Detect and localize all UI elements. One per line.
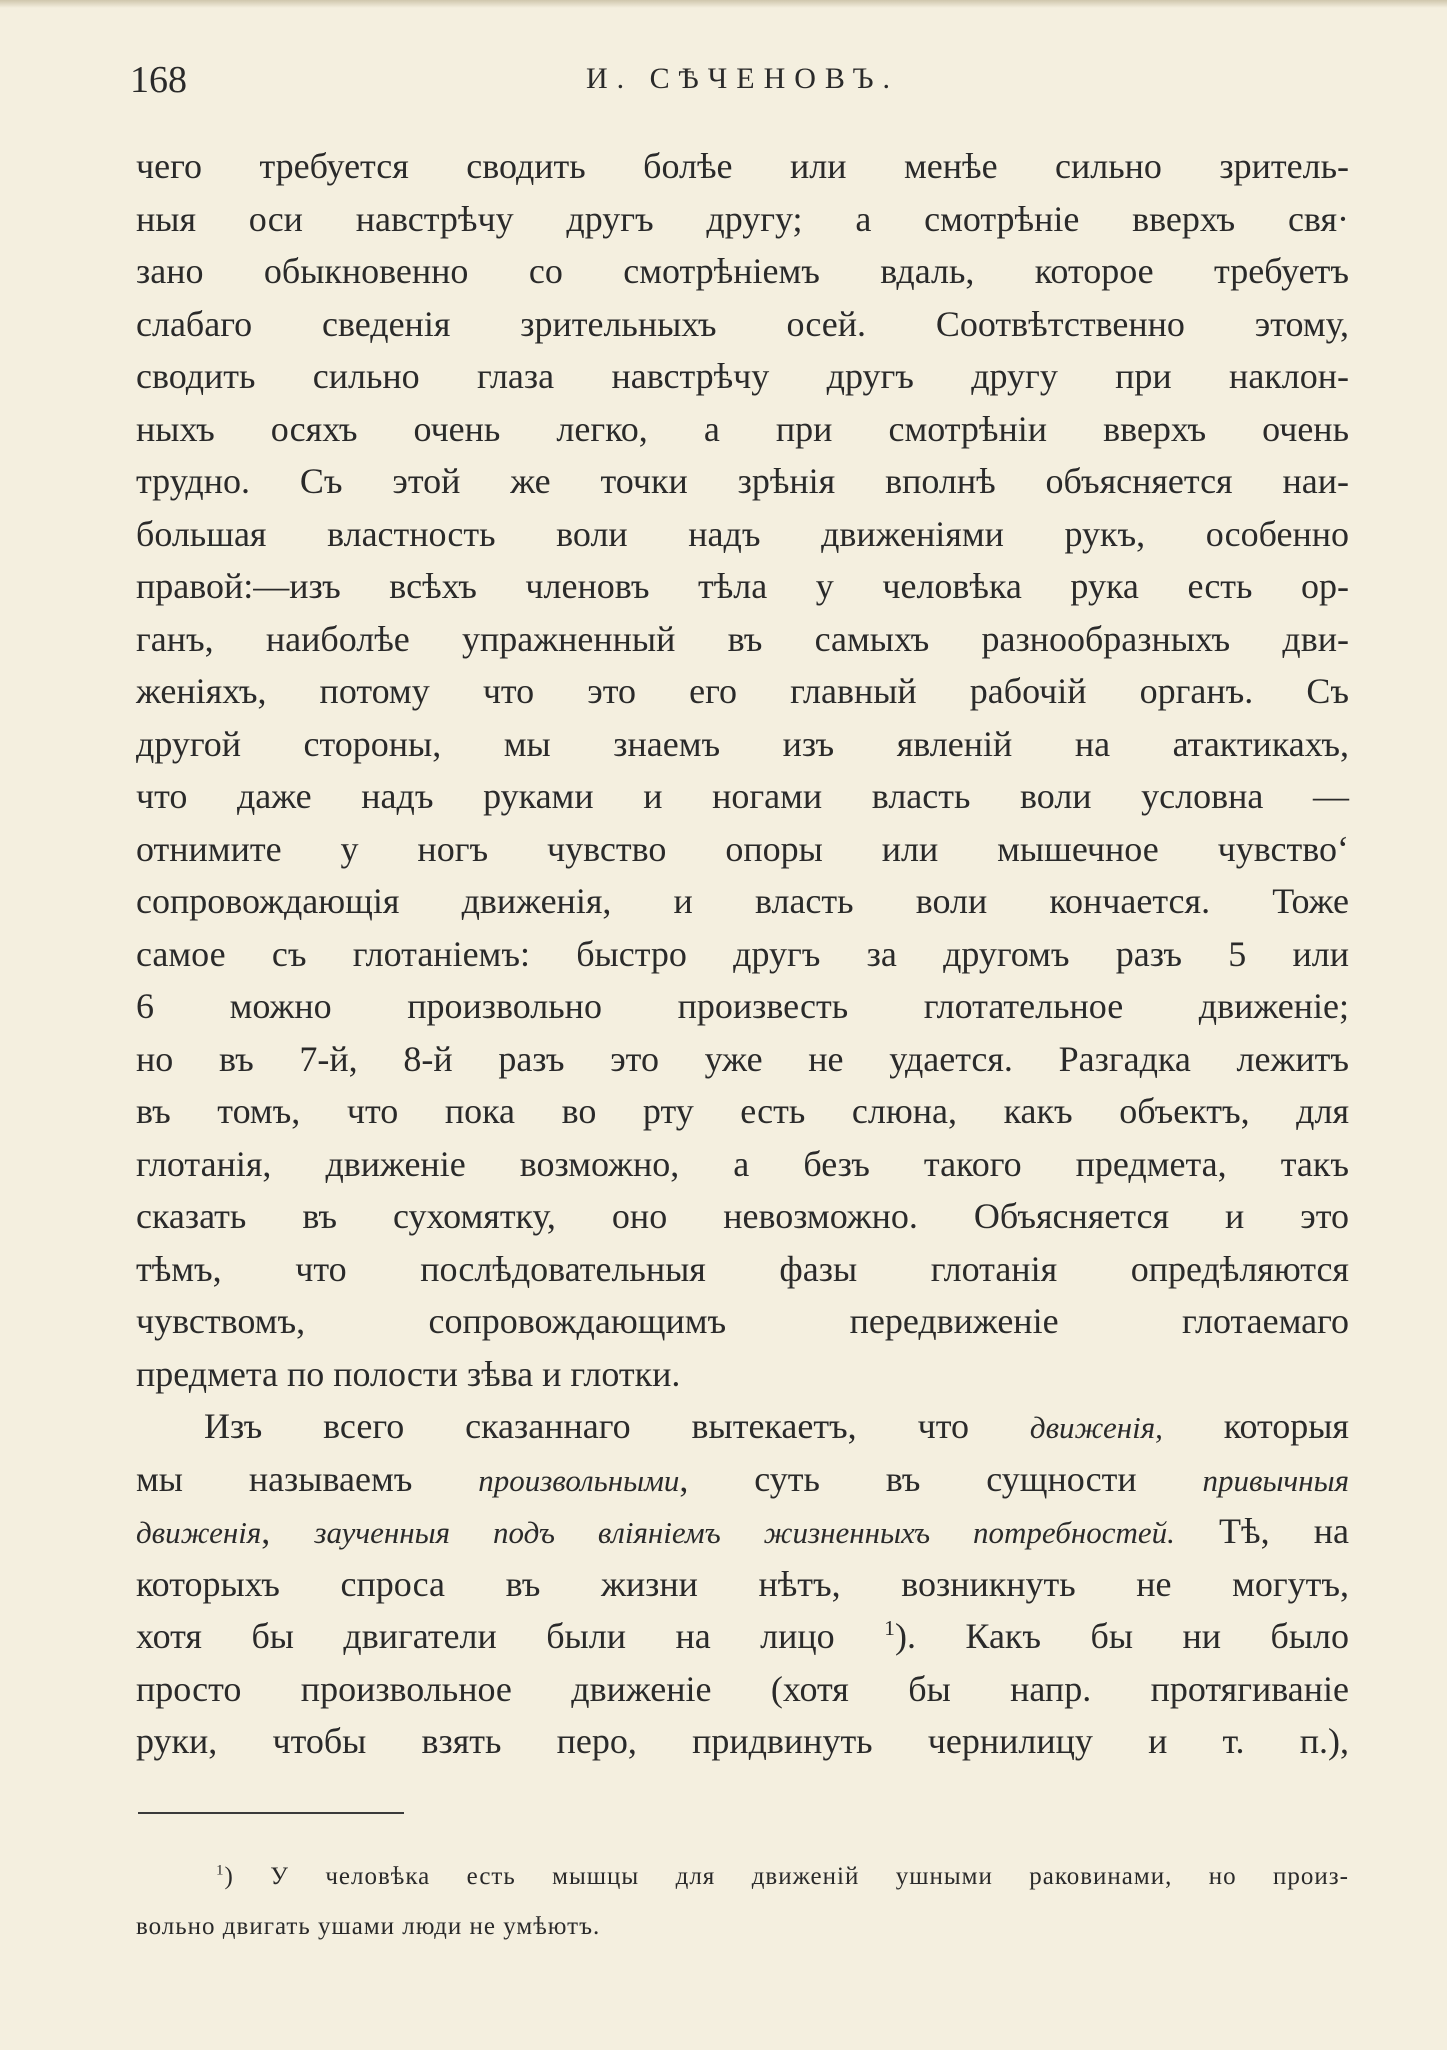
text-line: просто произвольное движеніе (хотя бы напр. протягиваніе — [136, 1668, 1349, 1709]
paragraph-end-line: предмета по полости зѣва и глотки. — [136, 1353, 681, 1394]
text-line: въ томъ, что пока во рту есть слюна, какъ объектъ, для — [136, 1091, 1349, 1131]
text-run: , суть въ сущности — [679, 1458, 1203, 1499]
text-line: тѣмъ, что послѣдовательныя фазы глотанія опредѣляются — [136, 1248, 1349, 1289]
text-line: другой стороны, мы знаемъ изъ явленій на атактикахъ, — [136, 723, 1349, 764]
text-line: чего требуется сводить болѣе или менѣе сильно зритель- — [136, 146, 1349, 186]
emphasis-term: движенія — [136, 1515, 262, 1550]
body-text — [136, 140, 1349, 1768]
emphasis-term: произвольными — [478, 1462, 680, 1498]
text-line: ныя оси навстрѣчу другъ другу; а смотрѣніе вверхъ свя· — [136, 198, 1349, 239]
footnote-reference[interactable]: 1 — [884, 1616, 895, 1640]
page-number: 168 — [130, 59, 187, 101]
emphasis-term: движенія, — [1029, 1410, 1163, 1445]
text-line: сводить сильно глаза навстрѣчу другъ другу при наклон- — [136, 356, 1349, 396]
text-line: зано обыкновенно со смотрѣніемъ вдаль, которое требуетъ — [136, 251, 1349, 291]
text-line: ныхъ осяхъ очень легко, а при смотрѣніи вверхъ очень — [136, 408, 1349, 449]
text-line: сопровождающія движенія, и власть воли кончается. Тоже — [136, 881, 1349, 921]
text-line: руки, чтобы взять перо, придвинуть чернилицу и т. п.), — [136, 1721, 1349, 1761]
text-line — [136, 1610, 1349, 1663]
text-line: большая властность воли надъ движеніями рукъ, особенно — [136, 513, 1349, 554]
paragraph-start-line — [136, 1400, 1349, 1453]
text-line: но въ 7-й, 8-й разъ это уже не удается. Разгадка лежитъ — [136, 1038, 1349, 1079]
emphasis-term: заученныя подъ вліяніемъ жизненныхъ потребностей. — [314, 1515, 1175, 1550]
footnote-divider — [138, 1812, 404, 1814]
text-line: ганъ, наиболѣе упражненный въ самыхъ разнообразныхъ дви- — [136, 618, 1349, 659]
text-line: 6 можно произвольно произвесть глотательное движеніе; — [136, 986, 1349, 1026]
footnote-text: ) У человѣка есть мышцы для движеній ушными раковинами, но произ- — [224, 1863, 1349, 1890]
text-line: трудно. Съ этой же точки зрѣнія вполнѣ объясняется наи- — [136, 461, 1349, 501]
text-line — [136, 1453, 1349, 1506]
text-run: ). Какъ бы ни было — [894, 1616, 1349, 1656]
footnote-marker: 1 — [216, 1862, 225, 1879]
text-run: хотя бы двигатели были на лицо — [136, 1616, 885, 1656]
page-top-edge — [0, 0, 1447, 8]
text-line: отнимите у ногъ чувство опоры или мышечное чувство‘ — [136, 828, 1349, 869]
text-line: которыхъ спроса въ жизни нѣтъ, возникнуть не могутъ, — [136, 1563, 1349, 1604]
text-line: правой:—изъ всѣхъ членовъ тѣла у человѣка рука есть ор- — [136, 566, 1349, 606]
text-line — [136, 1505, 1349, 1558]
running-head: И. СѢЧЕНОВЪ. — [585, 62, 900, 95]
footnote-line — [136, 1852, 1349, 1902]
text-line: самое съ глотаніемъ: быстро другъ за другомъ разъ 5 или — [136, 933, 1349, 974]
text-line: глотанія, движеніе возможно, а безъ такого предмета, такъ — [136, 1143, 1349, 1184]
text-run: , — [261, 1511, 315, 1551]
text-line: что даже надъ руками и ногами власть воли условна — — [136, 776, 1349, 816]
text-line: сказать въ сухомятку, оно невозможно. Объясняется и это — [136, 1196, 1349, 1236]
footnote-line: вольно двигать ушами люди не умѣютъ. — [136, 1913, 601, 1940]
emphasis-term: привычныя — [1202, 1462, 1350, 1498]
text-run: Изъ всего сказаннаго вытекаетъ, что — [204, 1406, 1030, 1446]
text-run: которыя — [1162, 1406, 1349, 1446]
text-line: чувствомъ, сопровождающимъ передвиженіе глотаемаго — [136, 1301, 1349, 1341]
text-run: Тѣ, на — [1174, 1511, 1349, 1551]
text-line: женіяхъ, потому что это его главный рабочій органъ. Съ — [136, 671, 1349, 711]
page-header — [130, 58, 1355, 108]
text-line: слабаго сведенія зрительныхъ осей. Соотвѣтственно этому, — [136, 303, 1349, 344]
footnote — [136, 1852, 1349, 1952]
text-run: мы называемъ — [136, 1458, 479, 1499]
